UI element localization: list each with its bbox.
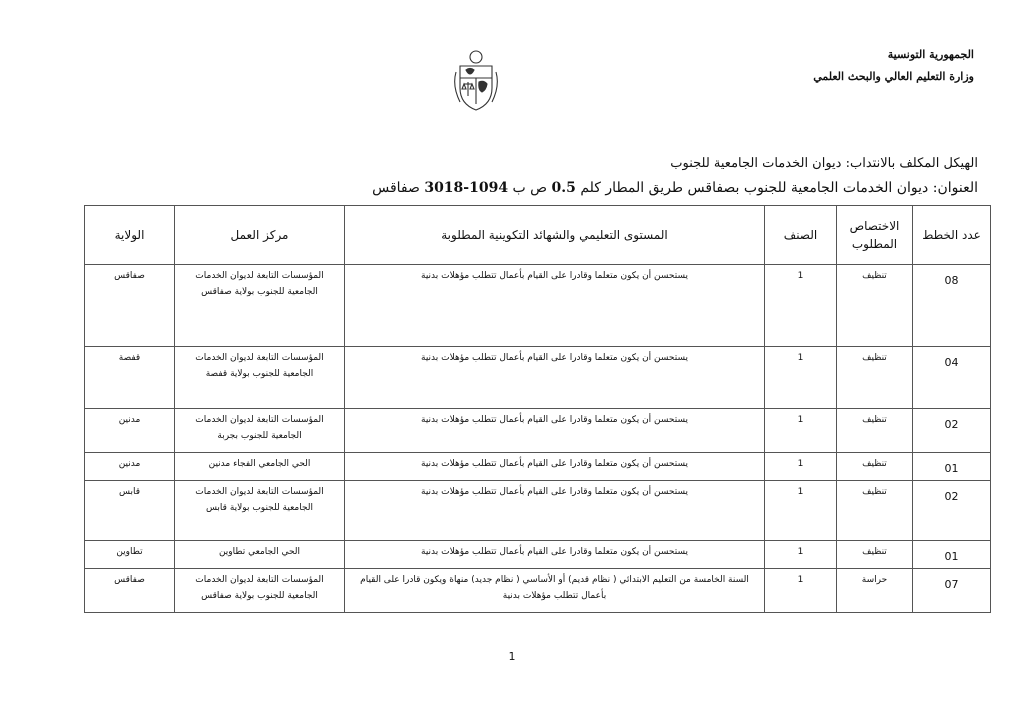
cell-grade: 1 bbox=[765, 481, 837, 541]
cell-level: يستحسن أن يكون متعلما وقادرا على القيام بأعمال تتطلب مؤهلات بدنية bbox=[345, 453, 765, 481]
table-row bbox=[85, 481, 991, 541]
cell-specialty: تنظيف bbox=[837, 541, 913, 569]
address-km: 0.5 bbox=[551, 180, 576, 196]
page-number: 1 bbox=[508, 650, 516, 663]
hiring-entity-line: الهيكل المكلف بالانتداب: ديوان الخدمات الجامعية للجنوب bbox=[670, 156, 978, 171]
cell-workplace: الحي الجامعي تطاوين bbox=[175, 541, 345, 569]
cell-grade: 1 bbox=[765, 265, 837, 347]
cell-state: مدنين bbox=[85, 409, 175, 453]
cell-specialty: تنظيف bbox=[837, 265, 913, 347]
cell-specialty: تنظيف bbox=[837, 409, 913, 453]
table-row bbox=[85, 569, 991, 613]
table-row bbox=[85, 541, 991, 569]
table-header-row bbox=[85, 206, 991, 265]
cell-count: 02 bbox=[913, 409, 991, 453]
header-specialty: الاختصاص المطلوب bbox=[837, 206, 913, 265]
cell-count: 04 bbox=[913, 347, 991, 409]
cell-state: تطاوين bbox=[85, 541, 175, 569]
positions-table bbox=[84, 205, 991, 613]
cell-level: يستحسن أن يكون متعلما وقادرا على القيام بأعمال تتطلب مؤهلات بدنية bbox=[345, 347, 765, 409]
republic-title: الجمهورية التونسية bbox=[887, 48, 974, 61]
table-row bbox=[85, 265, 991, 347]
cell-workplace: المؤسسات التابعة لديوان الخدمات الجامعية للجنوب بولاية قابس bbox=[175, 481, 345, 541]
cell-workplace: المؤسسات التابعة لديوان الخدمات الجامعية للجنوب بجربة bbox=[175, 409, 345, 453]
cell-count: 01 bbox=[913, 453, 991, 481]
ministry-header bbox=[714, 44, 974, 88]
tunisia-coat-of-arms-icon bbox=[452, 48, 500, 114]
header-workplace: مركز العمل bbox=[175, 206, 345, 265]
cell-specialty: تنظيف bbox=[837, 347, 913, 409]
header-grade: الصنف bbox=[765, 206, 837, 265]
table-row bbox=[85, 347, 991, 409]
cell-state: مدنين bbox=[85, 453, 175, 481]
table-row bbox=[85, 453, 991, 481]
cell-workplace: المؤسسات التابعة لديوان الخدمات الجامعية للجنوب بولاية صفاقس bbox=[175, 569, 345, 613]
cell-level: يستحسن أن يكون متعلما وقادرا على القيام بأعمال تتطلب مؤهلات بدنية bbox=[345, 265, 765, 347]
cell-count: 07 bbox=[913, 569, 991, 613]
cell-count: 01 bbox=[913, 541, 991, 569]
ministry-title: وزارة التعليم العالي والبحث العلمي bbox=[813, 70, 974, 83]
address-city: صفاقس bbox=[372, 180, 425, 196]
cell-specialty: حراسة bbox=[837, 569, 913, 613]
header-level: المستوى التعليمي والشهائد التكوينية المطلوبة bbox=[345, 206, 765, 265]
table-row bbox=[85, 409, 991, 453]
header-count: عدد الخطط bbox=[913, 206, 991, 265]
address-mid: ص ب bbox=[508, 180, 552, 196]
cell-level: يستحسن أن يكون متعلما وقادرا على القيام بأعمال تتطلب مؤهلات بدنية bbox=[345, 481, 765, 541]
cell-state: قابس bbox=[85, 481, 175, 541]
cell-level: يستحسن أن يكون متعلما وقادرا على القيام بأعمال تتطلب مؤهلات بدنية bbox=[345, 409, 765, 453]
cell-specialty: تنظيف bbox=[837, 481, 913, 541]
cell-state: صفاقس bbox=[85, 265, 175, 347]
address-line bbox=[372, 180, 978, 196]
cell-workplace: المؤسسات التابعة لديوان الخدمات الجامعية للجنوب بولاية صفاقس bbox=[175, 265, 345, 347]
cell-level: يستحسن أن يكون متعلما وقادرا على القيام بأعمال تتطلب مؤهلات بدنية bbox=[345, 541, 765, 569]
cell-grade: 1 bbox=[765, 453, 837, 481]
cell-state: قفصة bbox=[85, 347, 175, 409]
cell-specialty: تنظيف bbox=[837, 453, 913, 481]
address-pobox: 1094-3018 bbox=[424, 180, 509, 196]
cell-count: 02 bbox=[913, 481, 991, 541]
cell-workplace: الحي الجامعي الفجاء مدنين bbox=[175, 453, 345, 481]
address-prefix: العنوان: ديوان الخدمات الجامعية للجنوب بصفاقس طريق المطار كلم bbox=[575, 180, 978, 196]
cell-workplace: المؤسسات التابعة لديوان الخدمات الجامعية للجنوب بولاية قفصة bbox=[175, 347, 345, 409]
header-state: الولاية bbox=[85, 206, 175, 265]
cell-level: السنة الخامسة من التعليم الابتدائي ( نظام قديم) أو الأساسي ( نظام جديد) منهاة ويكون قادرا على القيام بأعمال تتطلب مؤهلات بدنية bbox=[345, 569, 765, 613]
cell-grade: 1 bbox=[765, 409, 837, 453]
cell-state: صفاقس bbox=[85, 569, 175, 613]
cell-grade: 1 bbox=[765, 541, 837, 569]
cell-grade: 1 bbox=[765, 347, 837, 409]
cell-grade: 1 bbox=[765, 569, 837, 613]
cell-count: 08 bbox=[913, 265, 991, 347]
